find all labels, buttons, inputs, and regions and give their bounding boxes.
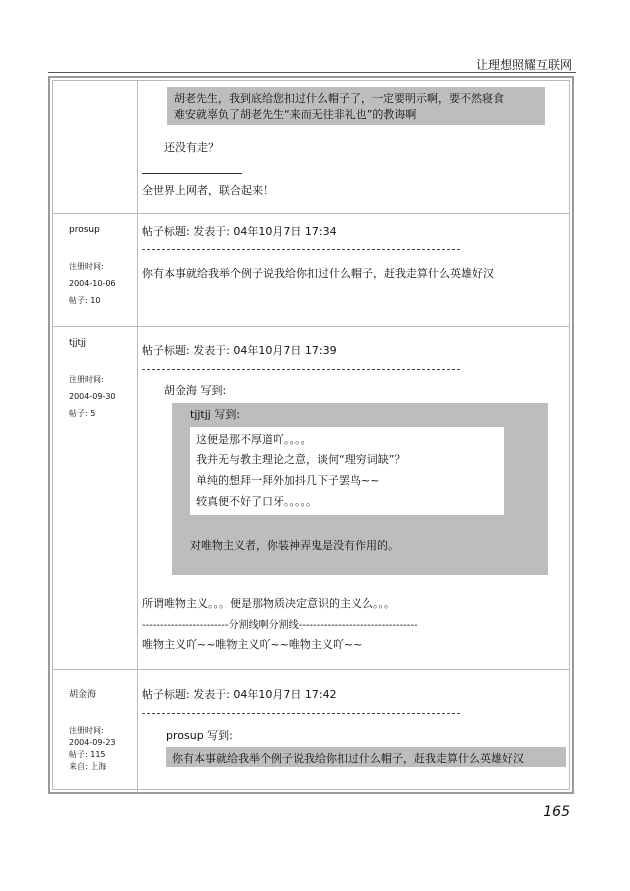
post-body: 你有本事就给我举个例子说我给你扣过什么帽子，赶我走算什么英雄好汉 [142, 267, 494, 280]
quote-author: 胡金海 写到: [164, 384, 227, 397]
header-rule [48, 72, 576, 73]
signature: 全世界上网者，联合起来！ [142, 184, 274, 197]
quote-text-line-1: 胡老先生，我到底给您扣过什么帽子了，一定要明示啊，要不然寝食 [174, 92, 504, 105]
reg-date: 2004-09-23 [69, 738, 116, 747]
user-info-cell [53, 81, 138, 213]
separator-text: ------------------------分割线啊分割线--------------------------------- [142, 620, 418, 631]
post-header: 帖子标题: 发表于: 04年10月7日 17:42 [142, 688, 337, 701]
nested-quote-line: 单纯的想拜一拜外加抖几下子罢鸟~~ [196, 474, 380, 487]
user-info-cell [53, 670, 138, 793]
post-row-2 [53, 214, 569, 327]
username[interactable]: 胡金海 [69, 690, 97, 700]
page-number: 165 [543, 804, 570, 820]
post-content-cell [138, 214, 569, 326]
reg-date: 2004-09-30 [69, 392, 116, 401]
post-divider [142, 713, 460, 714]
post-body: 所谓唯物主义。。。便是那物质决定意识的主义么。。。 [142, 597, 395, 610]
post-content-cell [138, 81, 569, 213]
post-divider [142, 249, 460, 250]
username[interactable]: prosup [69, 225, 100, 235]
post-header: 帖子标题: 发表于: 04年10月7日 17:39 [142, 344, 337, 357]
user-info-cell [53, 214, 138, 326]
post-content-cell [138, 670, 569, 793]
user-location: 来自: 上海 [69, 762, 107, 771]
post-count: 帖子: 10 [69, 296, 101, 305]
post-body: 还没有走？ [164, 141, 219, 154]
post-content-cell [138, 327, 569, 669]
post-row-1 [53, 81, 569, 214]
post-row-4 [53, 670, 569, 793]
quote-text: 你有本事就给我举个例子说我给你扣过什么帽子，赶我走算什么英雄好汉 [172, 752, 524, 765]
signature-divider [142, 173, 242, 174]
user-info-cell [53, 327, 138, 669]
reg-date: 2004-10-06 [69, 279, 116, 288]
site-title: 让理想照耀互联网 [475, 58, 572, 72]
reg-label: 注册时间: [69, 375, 104, 384]
quote-author: prosup 写到: [166, 729, 233, 742]
reg-label: 注册时间: [69, 262, 104, 271]
username[interactable]: tjjtjj [69, 338, 87, 348]
reg-label: 注册时间: [69, 726, 104, 735]
forum-thread-table [52, 80, 570, 790]
post-body-2: 唯物主义吖~~唯物主义吖~~唯物主义吖~~ [142, 638, 363, 651]
post-count: 帖子: 115 [69, 750, 106, 759]
forum-thread-frame [48, 76, 574, 794]
nested-quote-line: 我并无与教主理论之意，谈何“理穷词缺”？ [196, 453, 406, 466]
nested-quote-author: tjjtjj 写到: [190, 408, 241, 421]
post-divider [142, 369, 460, 370]
nested-quote-line: 这便是那不厚道吖。。。。 [196, 433, 312, 446]
quote-text-line-2: 难安就辜负了胡老先生“来而无往非礼也”的教诲啊 [174, 108, 417, 121]
post-header: 帖子标题: 发表于: 04年10月7日 17:34 [142, 225, 337, 238]
post-count: 帖子: 5 [69, 409, 96, 418]
nested-quote-line: 较真便不好了口牙。。。。。 [196, 495, 317, 508]
post-row-3 [53, 327, 569, 670]
quote-reply-text: 对唯物主义者，你装神弄鬼是没有作用的。 [190, 539, 399, 552]
